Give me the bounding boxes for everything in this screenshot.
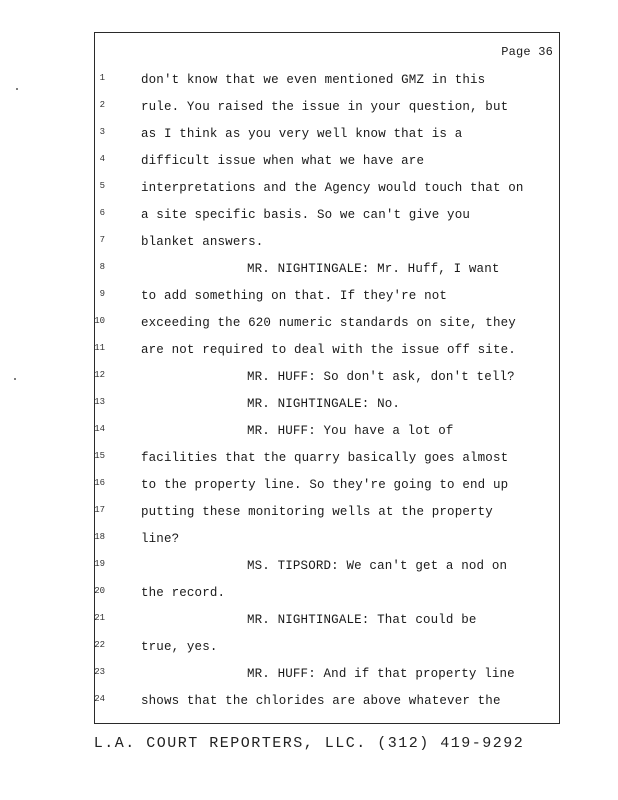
line-text: MR. NIGHTINGALE: No. [247,397,401,411]
line-number: 14 [94,424,105,434]
transcript-line [95,472,559,499]
transcript-line [95,445,559,472]
transcript-line [95,229,559,256]
line-number: 10 [94,316,105,326]
transcript-line [95,94,559,121]
line-text: shows that the chlorides are above whatever the [141,694,501,708]
line-text: to the property line. So they're going to end up [141,478,509,492]
line-text: blanket answers. [141,235,264,249]
transcript-line [95,688,559,715]
transcript-line [95,67,559,94]
line-number: 18 [94,532,105,542]
line-number: 22 [94,640,105,650]
line-number: 13 [94,397,105,407]
transcript-line [95,283,559,310]
line-text: exceeding the 620 numeric standards on site, they [141,316,516,330]
line-text: facilities that the quarry basically goes almost [141,451,509,465]
line-text: the record. [141,586,226,600]
transcript-line [95,634,559,661]
scan-speck [16,88,18,90]
page-number: Page 36 [501,45,553,59]
line-text: are not required to deal with the issue off site. [141,343,516,357]
line-number: 17 [94,505,105,515]
line-number: 19 [94,559,105,569]
line-number: 6 [99,208,105,218]
line-number: 20 [94,586,105,596]
transcript-line [95,364,559,391]
transcript-line [95,202,559,229]
line-number: 12 [94,370,105,380]
line-text: rule. You raised the issue in your question, but [141,100,509,114]
line-number: 15 [94,451,105,461]
transcript-line [95,580,559,607]
line-text: MR. HUFF: So don't ask, don't tell? [247,370,515,384]
line-text: putting these monitoring wells at the property [141,505,493,519]
line-number: 5 [99,181,105,191]
line-text: MR. HUFF: You have a lot of [247,424,454,438]
line-text: a site specific basis. So we can't give you [141,208,471,222]
line-number: 24 [94,694,105,704]
transcript-line [95,526,559,553]
transcript-line [95,661,559,688]
line-text: to add something on that. If they're not [141,289,448,303]
line-text: true, yes. [141,640,218,654]
line-number: 3 [99,127,105,137]
transcript-line [95,337,559,364]
line-text: MS. TIPSORD: We can't get a nod on [247,559,508,573]
transcript-line [95,310,559,337]
transcript-page [94,32,560,724]
line-number: 11 [94,343,105,353]
transcript-line [95,256,559,283]
line-number: 4 [99,154,105,164]
footer-reporter-info: L.A. COURT REPORTERS, LLC. (312) 419-9292 [93,735,525,752]
line-number: 23 [94,667,105,677]
transcript-line [95,553,559,580]
line-text: difficult issue when what we have are [141,154,425,168]
line-text: MR. HUFF: And if that property line [247,667,515,681]
transcript-line [95,121,559,148]
line-number: 1 [99,73,105,83]
line-text: interpretations and the Agency would touch that on [141,181,524,195]
transcript-line [95,175,559,202]
line-text: MR. NIGHTINGALE: Mr. Huff, I want [247,262,500,276]
line-number: 2 [99,100,105,110]
transcript-line [95,391,559,418]
transcript-line [95,418,559,445]
transcript-line [95,607,559,634]
line-number: 21 [94,613,105,623]
transcript-lines [95,67,559,715]
line-number: 8 [99,262,105,272]
line-text: don't know that we even mentioned GMZ in this [141,73,486,87]
scan-speck [14,378,16,380]
transcript-line [95,148,559,175]
line-text: line? [141,532,180,546]
transcript-line [95,499,559,526]
line-number: 7 [99,235,105,245]
line-number: 16 [94,478,105,488]
line-text: MR. NIGHTINGALE: That could be [247,613,477,627]
line-number: 9 [99,289,105,299]
line-text: as I think as you very well know that is a [141,127,463,141]
